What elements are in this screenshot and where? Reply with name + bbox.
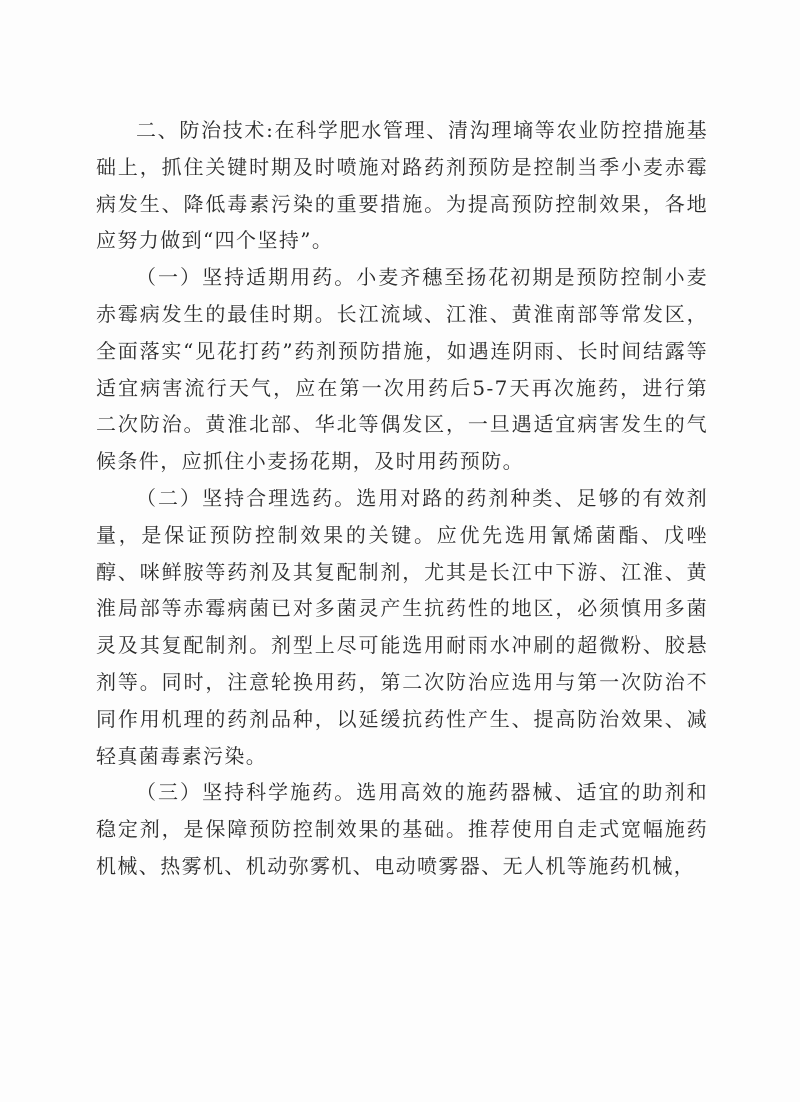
document-body — [96, 112, 708, 885]
paragraph-timely-application: （一）坚持适期用药。小麦齐穗至扬花初期是预防控制小麦赤霉病发生的最佳时期。长江流域、江淮、黄淮南部等常发区，全面落实“见花打药”药剂预防措施，如遇连阴雨、长时间结露等适宜病害流行天气，应在第一次用药后5-7天再次施药，进行第二次防治。黄淮北部、华北等偶发区，一旦遇适宜病害发生的气候条件，应抓住小麦扬花期，及时用药预防。 — [96, 265, 708, 474]
paragraph-prevention-techniques: 二、防治技术:在科学肥水管理、清沟理墒等农业防控措施基础上，抓住关键时期及时喷施对路药剂预防是控制当季小麦赤霉病发生、降低毒素污染的重要措施。为提高预防控制效果，各地应努力做到“四个坚持”。 — [96, 118, 708, 253]
paragraph-rational-selection: （二）坚持合理选药。选用对路的药剂种类、足够的有效剂量，是保证预防控制效果的关键。应优先选用氰烯菌酯、戊唑醇、咪鲜胺等药剂及其复配制剂，尤其是长江中下游、江淮、黄淮局部等赤霉病菌已对多菌灵产生抗药性的地区，必须慎用多菌灵及其复配制剂。剂型上尽可能选用耐雨水冲刷的超微粉、胶悬剂等。同时，注意轮换用药，第二次防治应选用与第一次防治不同作用机理的药剂品种，以延缓抗药性产生、提高防治效果、减轻真菌毒素污染。 — [96, 485, 708, 768]
paragraph-scientific-application: （三）坚持科学施药。选用高效的施药器械、适宜的助剂和稳定剂，是保障预防控制效果的基础。推荐使用自走式宽幅施药机械、热雾机、机动弥雾机、电动喷雾器、无人机等施药机械， — [96, 780, 708, 878]
